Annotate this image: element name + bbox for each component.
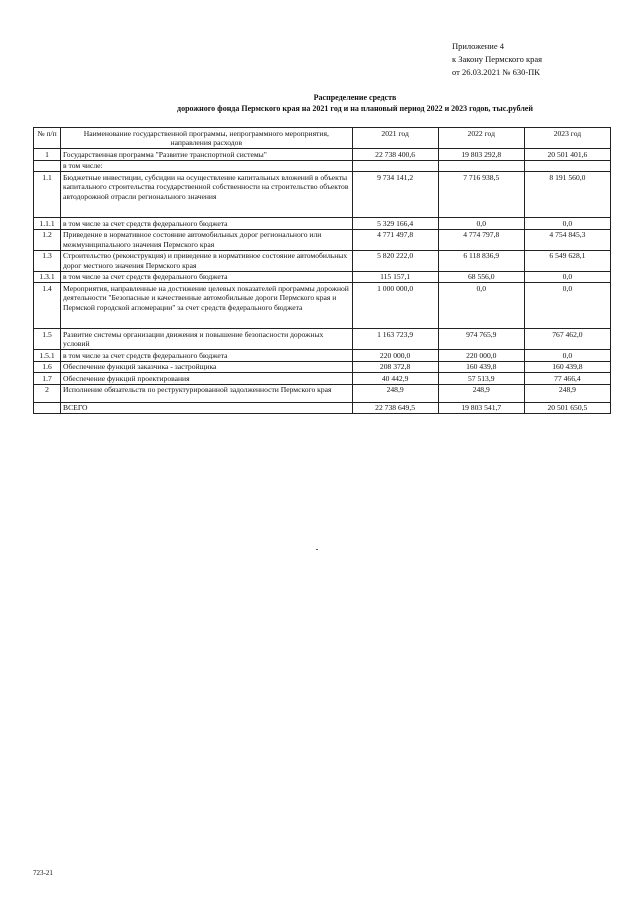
row-name: в том числе за счет средств федерального бюджета: [61, 350, 353, 362]
row-num: 1.3.1: [34, 271, 61, 283]
row-name: в том числе:: [61, 160, 353, 172]
header-name: Наименование государственной программы, непрограммного мероприятия, направления расходов: [61, 128, 353, 149]
row-value-2021: 248,9: [352, 384, 438, 402]
row-value-2021: 208 372,8: [352, 361, 438, 373]
row-value-2021: 1 000 000,0: [352, 283, 438, 329]
row-value-2021: 220 000,0: [352, 350, 438, 362]
row-value-2022: 68 556,0: [438, 271, 524, 283]
row-name: Строительство (реконструкция) и приведение в нормативное состояние автомобильных дорог местного значения Пермского края: [61, 250, 353, 271]
row-value-2022: 160 439,8: [438, 361, 524, 373]
row-value-2022: 19 803 541,7: [438, 402, 524, 414]
row-value-2021: 5 820 222,0: [352, 250, 438, 271]
table-row: [34, 172, 611, 218]
appendix-block: [452, 40, 542, 79]
row-value-2022: 974 765,9: [438, 329, 524, 350]
row-value-2021: 115 157,1: [352, 271, 438, 283]
row-value-2023: 0,0: [524, 283, 610, 329]
table-row: [34, 283, 611, 329]
table-row: [34, 250, 611, 271]
row-value-2023: 0,0: [524, 350, 610, 362]
row-name: Мероприятия, направленные на достижение целевых показателей программы дорожной деятельности "Безопасные и качественные автомобильные дороги Пермского края и Пермской городской агломерации" за счет средств федерального бюджета: [61, 283, 353, 329]
table-row: [34, 329, 611, 350]
table-row: [34, 373, 611, 385]
row-value-2021: 1 163 723,9: [352, 329, 438, 350]
table-row: [34, 361, 611, 373]
row-value-2023: 8 191 560,0: [524, 172, 610, 218]
row-value-2021: [352, 160, 438, 172]
row-name: Обеспечение функций проектирования: [61, 373, 353, 385]
table-row: [34, 402, 611, 414]
row-value-2023: 6 549 628,1: [524, 250, 610, 271]
row-num: [34, 402, 61, 414]
header-2023: 2023 год: [524, 128, 610, 149]
row-name: Развитие системы организации движения и повышение безопасности дорожных условий: [61, 329, 353, 350]
budget-table: [33, 127, 611, 414]
table-row: [34, 384, 611, 402]
row-value-2023: 4 754 845,3: [524, 229, 610, 250]
row-value-2022: 248,9: [438, 384, 524, 402]
row-value-2021: 5 329 166,4: [352, 218, 438, 230]
row-num: 1.2: [34, 229, 61, 250]
row-value-2021: 4 771 497,8: [352, 229, 438, 250]
table-row: [34, 160, 611, 172]
row-value-2022: 57 513,9: [438, 373, 524, 385]
row-num: 1.6: [34, 361, 61, 373]
row-name: Государственная программа "Развитие транспортной системы": [61, 149, 353, 161]
scan-speck: [316, 549, 318, 550]
row-value-2022: [438, 160, 524, 172]
row-value-2021: 22 738 649,5: [352, 402, 438, 414]
header-2022: 2022 год: [438, 128, 524, 149]
row-name: ВСЕГО: [61, 402, 353, 414]
row-num: 1.1: [34, 172, 61, 218]
header-2021: 2021 год: [352, 128, 438, 149]
row-value-2023: 20 501 401,6: [524, 149, 610, 161]
row-value-2022: 0,0: [438, 218, 524, 230]
row-name: Обеспечение функций заказчика - застройщика: [61, 361, 353, 373]
row-name: Исполнение обязательств по реструктурированной задолженности Пермского края: [61, 384, 353, 402]
row-value-2023: 20 501 650,5: [524, 402, 610, 414]
row-value-2023: 77 466,4: [524, 373, 610, 385]
row-num: 1.5.1: [34, 350, 61, 362]
table-row: [34, 218, 611, 230]
row-value-2021: 40 442,9: [352, 373, 438, 385]
table-row: [34, 350, 611, 362]
row-num: [34, 160, 61, 172]
row-num: 1: [34, 149, 61, 161]
row-value-2022: 220 000,0: [438, 350, 524, 362]
row-value-2023: 160 439,8: [524, 361, 610, 373]
title-line-2: дорожного фонда Пермского края на 2021 год и на плановый период 2022 и 2023 годов, тыс.рублей: [177, 104, 533, 113]
row-num: 1.7: [34, 373, 61, 385]
row-name: в том числе за счет средств федерального бюджета: [61, 218, 353, 230]
row-value-2023: 248,9: [524, 384, 610, 402]
row-name: Приведение в нормативное состояние автомобильных дорог регионального или межмуниципального значения Пермского края: [61, 229, 353, 250]
row-name: в том числе за счет средств федерального бюджета: [61, 271, 353, 283]
row-num: 2: [34, 384, 61, 402]
header-num: № п/п: [34, 128, 61, 149]
row-num: 1.5: [34, 329, 61, 350]
table-row: [34, 149, 611, 161]
appendix-line-2: к Закону Пермского края: [452, 54, 543, 64]
row-value-2023: [524, 160, 610, 172]
table-row: [34, 271, 611, 283]
document-title: [60, 92, 640, 114]
row-value-2023: 0,0: [524, 218, 610, 230]
table-body: [34, 149, 611, 414]
row-value-2023: 767 462,0: [524, 329, 610, 350]
title-line-1: Распределение средств: [313, 93, 397, 102]
footer-code: 723-21: [33, 869, 53, 877]
row-value-2022: 19 803 292,8: [438, 149, 524, 161]
row-num: 1.3: [34, 250, 61, 271]
row-num: 1.4: [34, 283, 61, 329]
row-value-2022: 0,0: [438, 283, 524, 329]
row-value-2022: 7 716 938,5: [438, 172, 524, 218]
row-value-2022: 6 118 836,9: [438, 250, 524, 271]
row-name: Бюджетные инвестиции, субсидии на осуществление капитальных вложений в объекты капитального строительства государственной собственности на строительство объектов автодорожной отрасли регионального значения: [61, 172, 353, 218]
row-value-2021: 22 738 400,6: [352, 149, 438, 161]
table-row: [34, 229, 611, 250]
row-num: 1.1.1: [34, 218, 61, 230]
row-value-2023: 0,0: [524, 271, 610, 283]
row-value-2021: 9 734 141,2: [352, 172, 438, 218]
appendix-line-1: Приложение 4: [452, 41, 504, 51]
row-value-2022: 4 774 797,8: [438, 229, 524, 250]
table-header-row: [34, 128, 611, 149]
appendix-line-3: от 26.03.2021 № 630-ПК: [452, 67, 540, 77]
